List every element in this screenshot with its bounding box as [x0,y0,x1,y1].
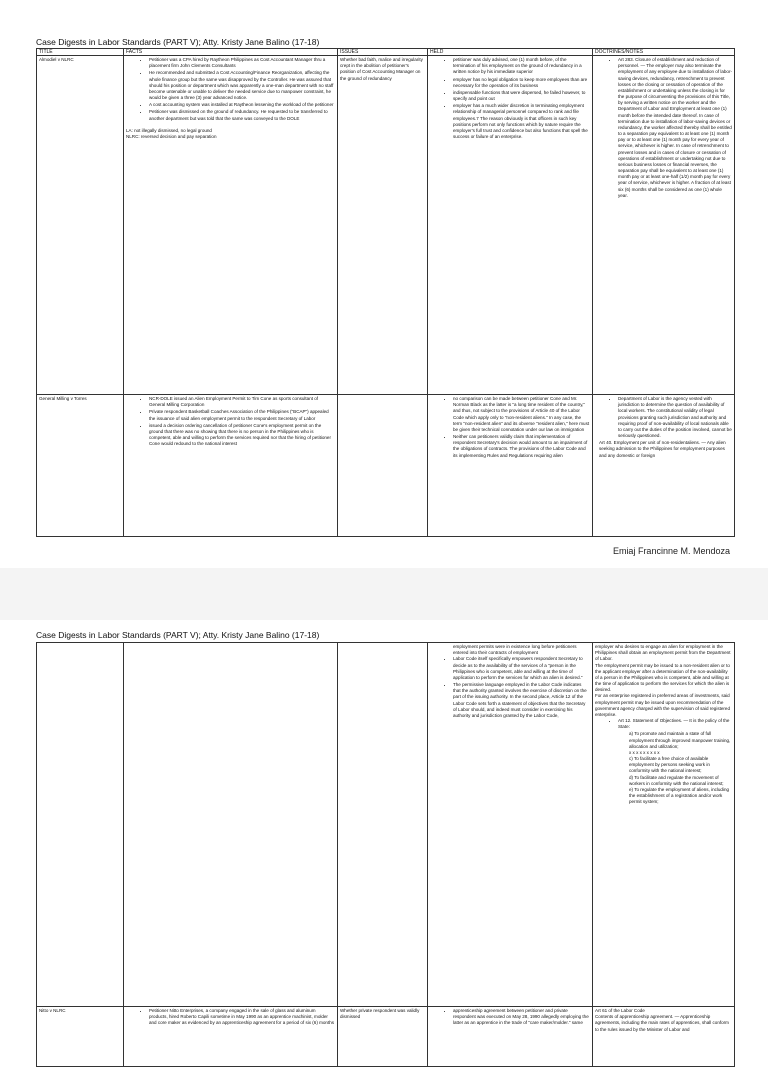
held-continuation: employment permits were in existence long before petitioners entered into their contracts of employment [453,644,577,656]
doctrine-text: For an enterprise registered in preferred areas of investments, said employment permit may be issued upon recommendation of the government agency charged with the supervision of said registered enterprise. [595,693,730,717]
doctrine-text: c) To facilitate a free choice of available employment by persons seeking work in conformity with the national interest; [629,756,710,774]
table-row [37,1007,735,1067]
doctrine-text: d) To facilitate and regulate the movement of workers in conformity with the national interest; [629,774,724,786]
case-table [36,642,735,1067]
case-issue [338,643,428,1007]
case-issue [338,395,428,537]
list-item: • Petitioner was dismissed on the ground of redundancy. He requested to be transferred to another department but was told that the same was conveyed to the DOLE [149,109,335,121]
case-held [428,1007,593,1067]
doctrine-text: e) To regulate the employment of aliens, including the establishment of a registration and/or work permit system; [629,786,730,805]
list-item: • A cost accounting system was installed at Raytheon lessening the workload of the petitioner [149,102,335,108]
document-title: Case Digests in Labor Standards (PART V); Atty. Kristy Jane Balino (17-18) [36,630,320,640]
list-item: • employer has a much wider discretion in terminating employment relationship of managerial personnel compared to rank and file employees.7 The reason obviously is that officers in such key positions perform not only functions which by nature require the employer's full trust and confidence but also functions that spell the success or failure of an enterprise. [453,103,590,140]
case-facts [124,643,338,1007]
case-doctrines [593,56,735,395]
list-item: • Petitioner was a CPA hired by Raytheon Philippines as Cost Accountant Manager thru a placement firm John Clements Consultants [149,57,335,69]
header-held: HELD [428,49,593,56]
lower-court-ruling: LA: not illegally dismissed, no legal ground [126,127,212,133]
case-table [36,48,735,537]
page-2 [0,620,768,1032]
case-doctrines [593,643,735,1007]
case-doctrines [593,395,735,537]
list-item: • no comparison can be made between petitioner Cone and Mr. Norman Black as the latter is "a long time resident of the country," and thus, not subject to the provisions of Article 40 of the Labor Code which apply only to "non-resident aliens." In any case, the term "non-resident alien" and its obverse "resident alien," here must be given their technical connotation under our law on immigration [453,396,590,433]
table-row [37,395,735,537]
case-held [428,56,593,395]
list-item: • NCR-DOLE issued an Alien Employment Permit to Tim Cone as sports consultant of General Milling Corporation [149,396,335,408]
list-item: • indispensable functions that were dispersed, he failed however, to specify and point out [453,90,590,102]
case-title: General Milling v Torres [37,395,124,537]
doctrine-text: x x x x x x x x x [629,749,660,755]
list-item: • Labor Code itself specifically empowers respondent Secretary to decide as to the availability of the services of a "person in the Philippines who is competent, able and willing at the time of application to perform the services for which an alien is desired." [453,656,590,681]
list-item: • employer has no legal obligation to keep more employees than are necessary for the operation of its business [453,77,590,89]
case-facts [124,56,338,395]
header-doctrines: DOCTRINES/NOTES [593,49,735,56]
case-held [428,395,593,537]
nlrc-ruling: NLRC: reversed decision and pay separation [126,133,217,139]
list-item: • Private respondent Basketball Coaches Association of the Philippines ("BCAP") appealed the issuance of said alien employment permit to the respondent Secretary of Labor [149,409,335,421]
doctrine-text: employer who desires to engage an alien for employment in the Philippines shall obtain an employment permit from the Department of Labor. [595,644,731,662]
page-gap [0,568,768,620]
doctrine-text: Contents of apprenticeship agreement. — Apprenticeship agreements, including the main rates of apprentices, shall conform to the rules issued by the Minister of Labor and [595,1014,729,1032]
table-row [37,643,735,1007]
list-item: • He recommended and submitted a Cost Accounting/Finance Reorganization, affecting the whole finance group but the same was disapproved by the Controller. He was assured that should his position or department which was apparently a one-man department with no staff become untenable or unable to deliver the needed service due to manpower constraint, he would be given a three (3) year advanced notice. [149,70,335,101]
doctrine-text: a) To promote and maintain a state of full employment through improved manpower training, allocation and utilization; [629,731,731,749]
list-item: • Department of Labor is the agency vested with jurisdiction to determine the question of availability of local workers. The constitutional validity of legal provisions granting such jurisdiction and authority and requiring proof of non-availability of local nationals able to carry out the duties of the position involved, cannot be seriously questioned. [618,396,732,439]
list-item: • The permissive language employed in the Labor Code indicates that the authority granted involves the exercise of discretion on the part of the issuing authority. In the second place, Article 12 of the Labor Code sets forth a statement of objectives that the Secretary of Labor should, and indeed must consider in exercising his authority and jurisdiction granted by the Labor Code, [453,682,590,719]
case-facts [124,395,338,537]
case-title: Almodiel v NLRC [37,56,124,395]
list-item: • petitioner was duly advised, one (1) month before, of the termination of his employment on the ground of redundancy in a written notice by his immediate superior [453,57,590,76]
header-title: TITLE [37,49,124,56]
doctrine-text: Art 61 of the Labor Code [595,1008,645,1013]
header-facts: FACTS [124,49,338,56]
list-item: • apprenticeship agreement between petitioner and private respondent was executed on May 28, 1990 allegedly employing the latter as an apprentice in the trade of "care maker/molder." same [453,1008,590,1027]
table-header-row [37,49,735,56]
list-item: • Art 283. Closure of establishment and reduction of personnel. — The employer may also terminate the employment of any employee due to installation of labor-saving devices, redundancy, retrenchment to prevent losses or the closing or cessation of operation of the establishment or undertaking unless the closing is for the purpose of circumventing the provisions of this Title, by serving a written notice on the worker and the Department of Labor and Employment at least one (1) month before the intended date thereof. In case of termination due to installation of labor-saving devices or redundancy, the worker affected thereby shall be entitled to a separation pay equivalent to at least one (1) month pay or to at least one (1) month pay for every year of service, whichever is higher. In case of retrenchment to prevent losses and in cases of closure or cessation of operations of establishment or undertaking not due to serious business losses or financial reverses, the separation pay shall be equivalent to at least one (1) month pay or at least one-half (1/2) month pay for every year of service, whichever is higher. A fraction of at least six (6) months shall be considered as one (1) whole year. [618,57,732,199]
list-item: • Neither can petitioners validly claim that implementation of respondent Secretary's decision would amount to an impairment of the obligations of contracts. The provisions of the Labor Code and its implementing Rules and Regulations requiring alien [453,434,590,459]
case-issue: Whether bad faith, malice and irregularity crept in the abolition of petitioner's position of Cost Accounting Manager on the ground of redundancy [338,56,428,395]
list-item: • Art 12. Statement of Objectives. — It is the policy of the State: [618,718,732,730]
case-held [428,643,593,1007]
doctrine-text: The employment permit may be issued to a non-resident alien or to the applicant employer after a determination of the non-availability of a person in the Philippines who is competent, able and willing at the time of application to perform the services for which the alien is desired. [595,662,730,693]
document-title: Case Digests in Labor Standards (PART V); Atty. Kristy Jane Balino (17-18) [36,37,320,47]
case-title: Nitto v NLRC [37,1007,124,1067]
table-row [37,56,735,395]
case-facts [124,1007,338,1067]
case-title [37,643,124,1007]
list-item: • Petitioner Nitto Enterprises, a company engaged in the sale of glass and aluminum products, hired Roberto Capili sometime in May 1990 as an apprentice machinist, molder and core maker as evidenced by an apprenticeship agreement for a period of six (6) months [149,1008,335,1027]
author-name: Emiaj Francinne M. Mendoza [612,546,730,556]
case-issue: Whether private respondent was validly dismissed [338,1007,428,1067]
list-item: • issued a decision ordering cancellation of petitioner Cone's employment permit on the ground that there was no showing that there is no person in the Philippines who is competent, able and willing to perform the services required nor that the hiring of petitioner Cone would redound to the national interest [149,423,335,448]
doctrine-text: Art 40. Employment per unit of non-residentaliens. — Any alien seeking admission to the Philippines for employment purposes and any domestic or foreign [599,440,726,458]
case-doctrines [593,1007,735,1067]
header-issues: ISSUES [338,49,428,56]
